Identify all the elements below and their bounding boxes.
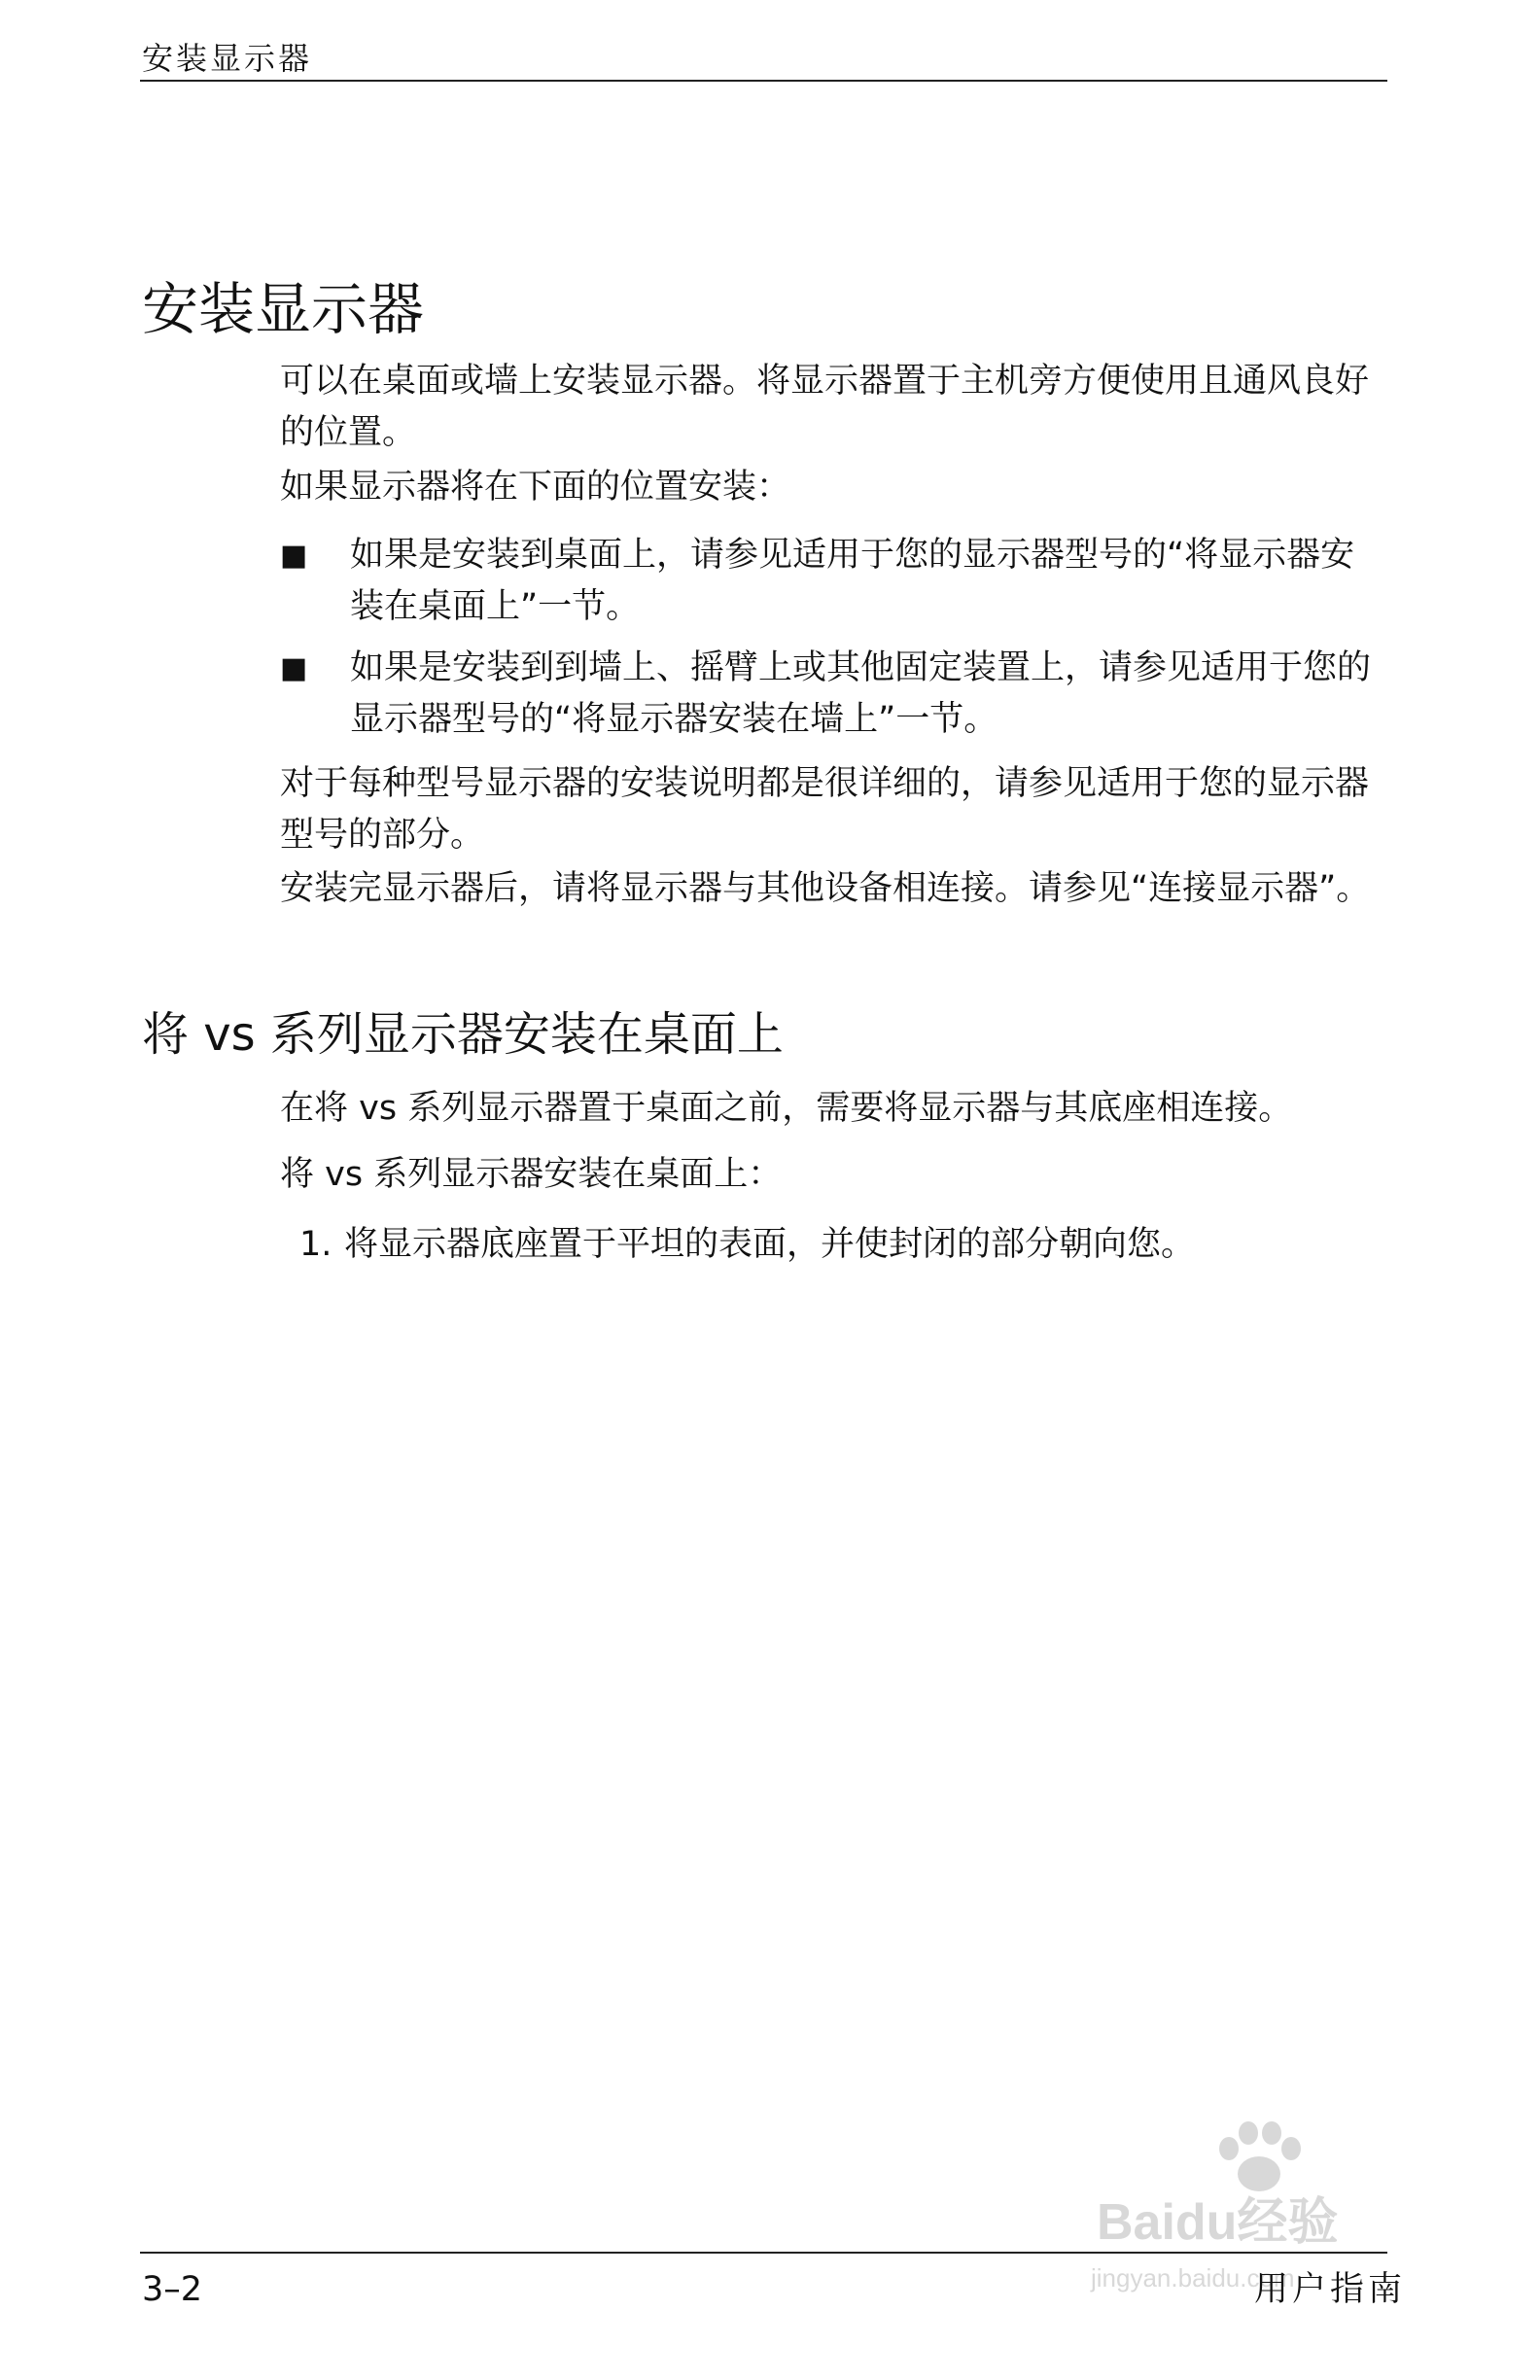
bullet-text: 如果是安装到到墙上、摇臂上或其他固定装置上，请参见适用于您的显示器型号的“将显示器安装在墙上”一节。 bbox=[350, 648, 1372, 739]
instructions-paragraph: 对于每种型号显示器的安装说明都是很详细的，请参见适用于您的显示器型号的部分。 bbox=[280, 764, 1370, 855]
bullet-text: 如果是安装到桌面上，请参见适用于您的显示器型号的“将显示器安装在桌面上”一节。 bbox=[350, 536, 1355, 626]
location-lead-paragraph: 如果显示器将在下面的位置安装： bbox=[280, 468, 791, 507]
subsection-intro-paragraph: 在将 vs 系列显示器置于桌面之前，需要将显示器与其底座相连接。 bbox=[280, 1089, 1293, 1128]
connect-paragraph: 安装完显示器后，请将显示器与其他设备相连接。请参见“连接显示器”。 bbox=[280, 869, 1371, 908]
footer-doc-title: 用户指南 bbox=[1254, 2270, 1407, 2309]
watermark-brand: Baidu经验 bbox=[1097, 2194, 1339, 2251]
intro-paragraph: 可以在桌面或墙上安装显示器。将显示器置于主机旁方便使用且通风良好的位置。 bbox=[280, 362, 1370, 452]
bullet-square-icon: ■ bbox=[280, 651, 308, 685]
footer-rule bbox=[140, 2252, 1387, 2254]
subsection-heading: 将 vs 系列显示器安装在桌面上 bbox=[142, 1007, 784, 1062]
step-text: 将显示器底座置于平坦的表面，并使封闭的部分朝向您。 bbox=[344, 1225, 1196, 1264]
subsection-lead-paragraph: 将 vs 系列显示器安装在桌面上： bbox=[280, 1155, 783, 1194]
header-rule bbox=[140, 80, 1387, 82]
watermark-url: jingyan.baidu.com bbox=[1091, 2263, 1295, 2292]
section-heading: 安装显示器 bbox=[142, 276, 425, 342]
step-item bbox=[299, 1219, 1388, 1271]
running-header: 安装显示器 bbox=[142, 40, 313, 77]
page-number: 3–2 bbox=[142, 2270, 203, 2309]
paw-logo-icon bbox=[1206, 2119, 1312, 2197]
bullet-square-icon: ■ bbox=[280, 539, 308, 573]
step-number: 1. bbox=[299, 1225, 332, 1264]
